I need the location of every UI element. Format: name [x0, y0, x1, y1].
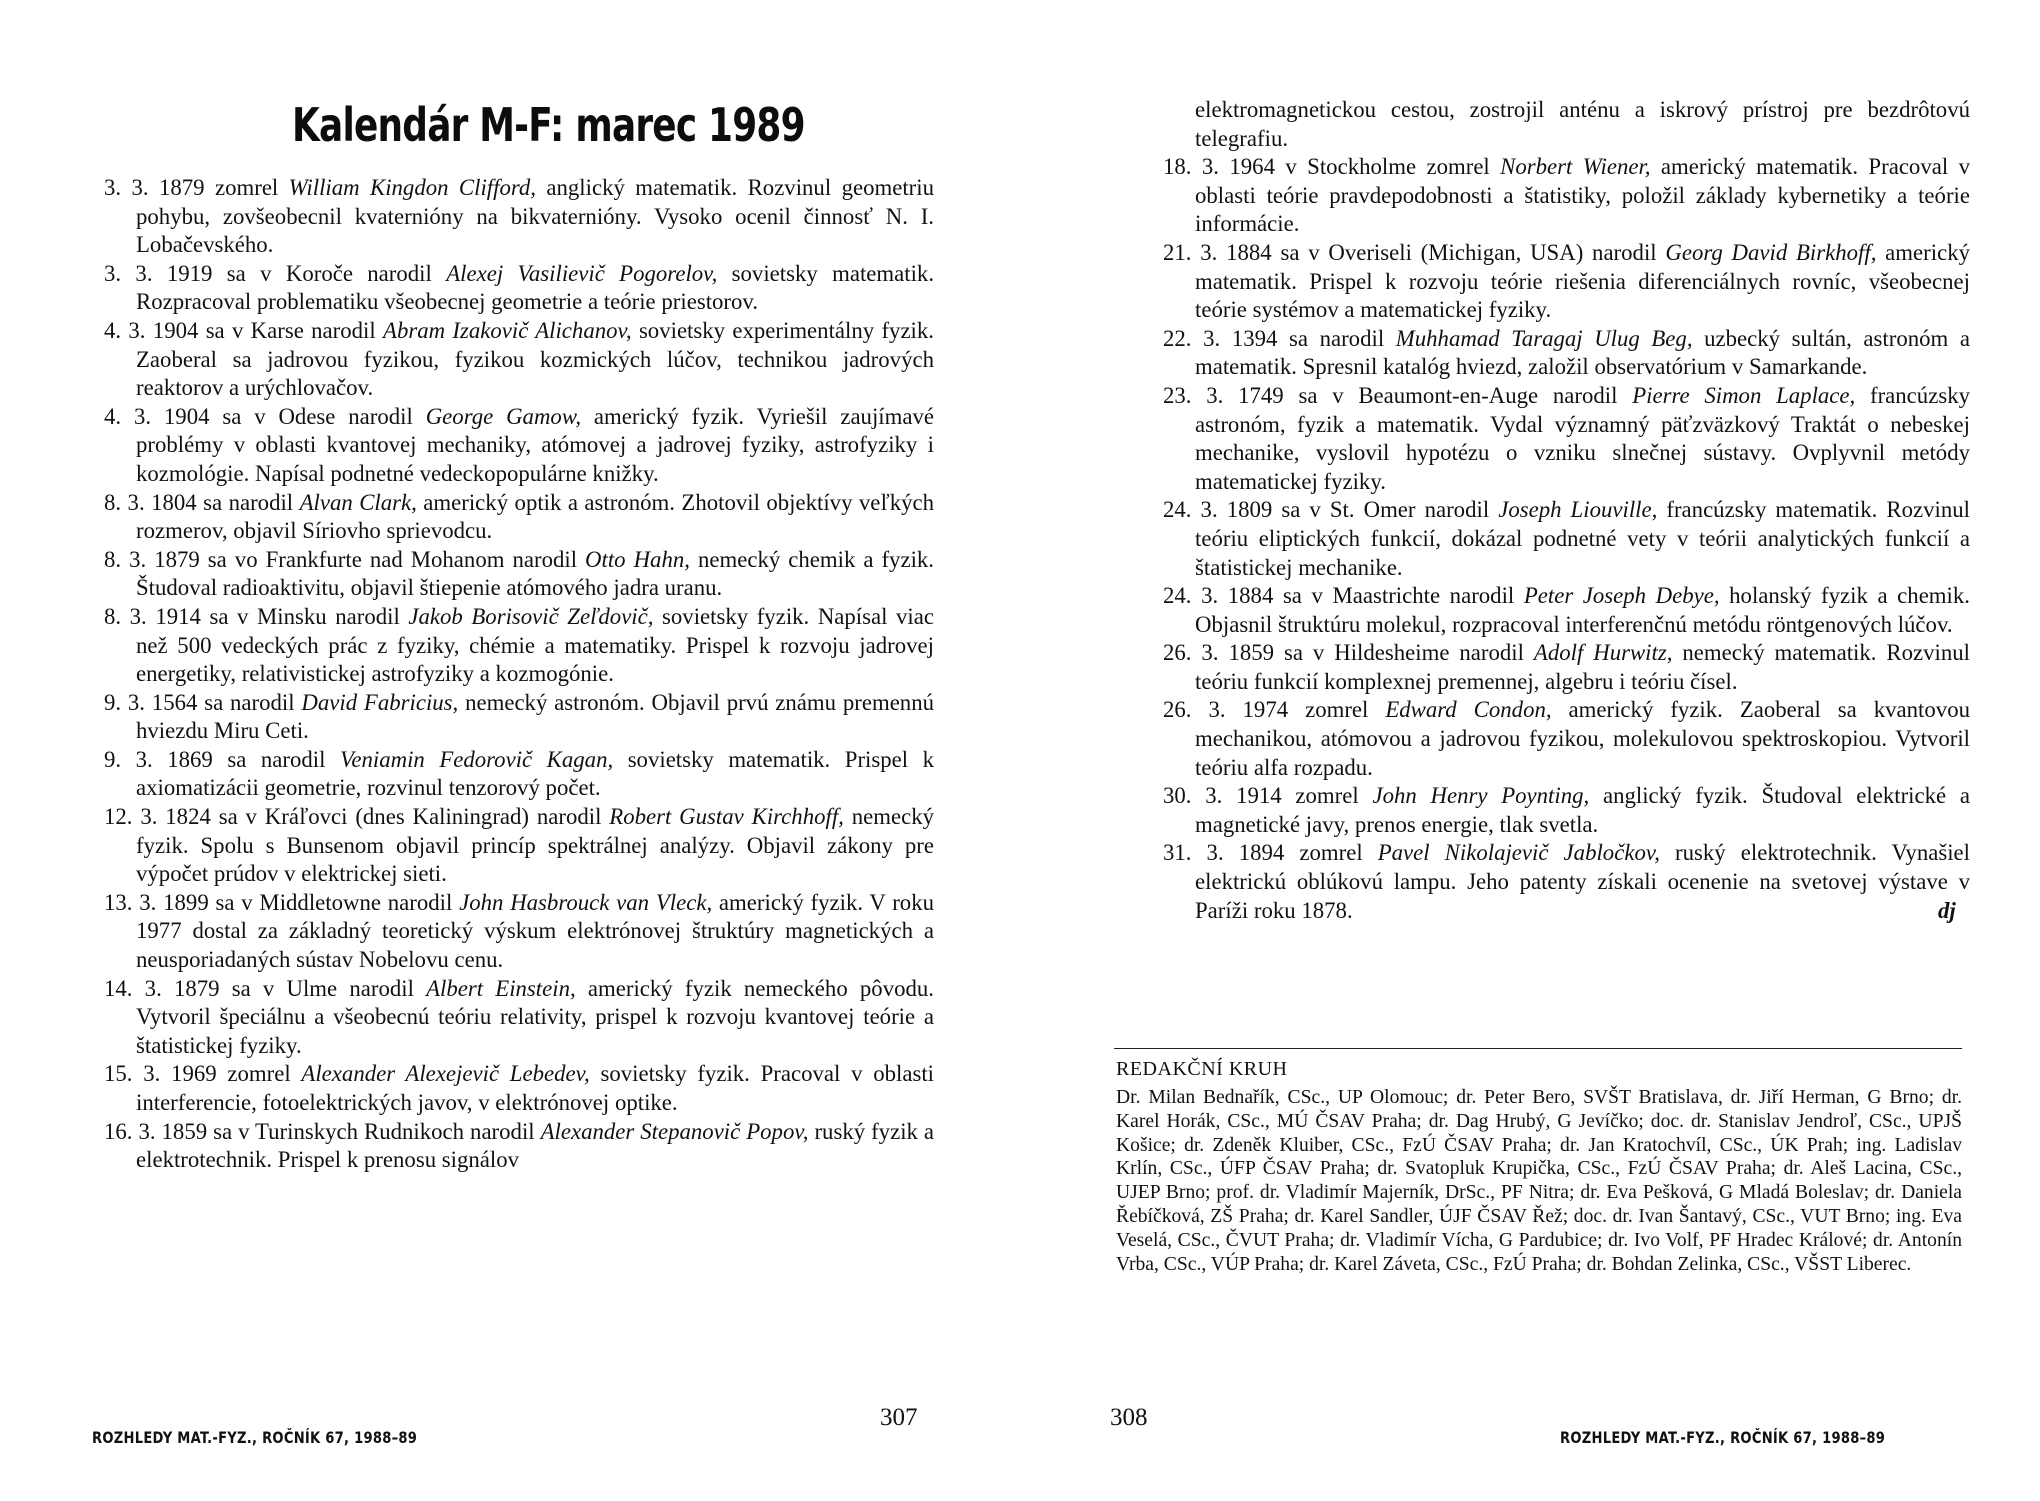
person-name: Edward Condon, [1385, 697, 1552, 723]
entry-date: 8. 3. 1914 [104, 603, 201, 629]
entry-text: francúzsky matematik. Rozvinul teóriu eliptických funkcií, dokázal podnetné vety v teórii analytických funkcií a štatistickej mechanike. [1195, 497, 1970, 580]
calendar-entry [104, 1118, 934, 1175]
calendar-entry [104, 174, 934, 260]
person-name: David Fabricius, [301, 689, 459, 715]
continuation-text: elektromagnetickou cestou, zostrojil anténu a iskrový prístroj pre bezdrôtovú telegrafiu. [1195, 97, 1970, 151]
calendar-entry: 31. 3. 1894 zomrel Pavel Nikolajevič Jabločkov, ruský elektrotechnik. Vynašiel elektrickú oblúkovú lampu. Jeho patenty získali ocenenie na svetovej výstave v Paríži roku 1878. dj [1163, 840, 1970, 923]
calendar-entry [1163, 782, 1970, 839]
entry-text: holanský fyzik a chemik. Objasnil štruktúru molekul, rozpracoval interferenčnú metódu röntgenových lúčov. [1195, 583, 1970, 637]
entry-date: 3. 3. 1879 [104, 175, 205, 200]
entry-date: 21. 3. 1884 [1163, 239, 1272, 265]
entry-text: sa v Maastrichte narodil [1273, 583, 1524, 609]
person-name: Alvan Clark, [299, 489, 417, 515]
entry-date: 15. 3. 1969 [104, 1061, 217, 1087]
entry-date: 26. 3. 1974 [1163, 697, 1289, 723]
calendar-entry [1163, 325, 1970, 382]
entry-date: 26. 3. 1859 [1163, 640, 1275, 666]
entry-date: 23. 3. 1749 [1163, 382, 1284, 408]
person-name: Joseph Liouville, [1498, 497, 1658, 523]
entry-text: sa v Kráľovci (dnes Kaliningrad) narodil [210, 804, 610, 830]
entry-date: 8. 3. 1804 [104, 489, 197, 515]
calendar-entry [104, 317, 934, 403]
person-name: Adolf Hurwitz, [1533, 640, 1673, 666]
entry-text: sa v Karse narodil [198, 317, 384, 343]
entry-text: sovietsky fyzik. Pracoval v oblasti interferencie, fotoelektrických javov, v elektrónovej optike. [136, 1061, 934, 1115]
person-name: Otto Hahn, [585, 546, 690, 572]
person-name: Pavel Nikolajevič Jabločkov, [1377, 840, 1660, 866]
person-name: Georg David Birkhoff, [1665, 239, 1877, 265]
person-name: John Henry Poynting, [1372, 783, 1590, 809]
person-name: Pierre Simon Laplace, [1632, 382, 1856, 408]
entry-text: sa v Minsku narodil [200, 603, 409, 629]
entry-date: 18. 3. 1964 [1163, 154, 1275, 180]
entry-text: americký matematik. Prispel k rozvoju teórie riešenia diferenciálnych rovníc, všeobecnej teórie systémov a matematickej fyziky. [1195, 239, 1970, 323]
entry-text: nemecký fyzik. Spolu s Bunsenom objavil princíp spektrálnej analýzy. Objavil zákony pre výpočet prúdov v elektrickej sieti. [136, 804, 934, 887]
entry-date: 22. 3. 1394 [1163, 325, 1278, 351]
entry-text: sa narodil [197, 689, 302, 715]
person-name: Jakob Borisovič Zeľdovič, [408, 603, 654, 629]
calendar-entry [1163, 239, 1970, 325]
calendar-entry [104, 1060, 934, 1117]
journal-footer: ROZHLEDY MAT.-FYZ., ROČNÍK 67, 1988–89 [92, 1428, 418, 1447]
entry-text: uzbecký sultán, astronóm a matematik. Spresnil katalóg hviezd, založil observatórium v Samarkande. [1195, 325, 1970, 380]
entry-text: sa v St. Omer narodil [1272, 497, 1499, 523]
entry-text: sa v Koroče narodil [212, 260, 447, 286]
entry-date: 9. 3. 1564 [104, 689, 198, 715]
calendar-entry [104, 260, 934, 317]
person-name: Robert Gustav Kirchhoff, [609, 804, 844, 830]
entry-text: americký matematik. Pracoval v oblasti teórie pravdepodobnosti a štatistiky, položil základy kybernetiky a teórie informácie. [1195, 154, 1970, 237]
calendar-entry [104, 603, 934, 689]
calendar-entry [104, 689, 934, 746]
entry-text: sa v Overiseli (Michigan, USA) narodil [1271, 239, 1666, 265]
calendar-entry [104, 746, 934, 803]
page-number: 308 [1110, 1404, 1148, 1431]
calendar-entry [104, 975, 934, 1061]
entry-date: 16. 3. 1859 [104, 1118, 208, 1144]
calendar-entry [1163, 496, 1970, 582]
entry-date: 13. 3. 1899 [104, 889, 209, 915]
calendar-column-right [1163, 96, 1970, 925]
entry-text: americký fyzik. Zaoberal sa kvantovou mechanikou, atómovou a jadrovou fyzikou, molekulovou spektroskopiou. Vytvoril teóriu alfa rozpadu. [1195, 697, 1970, 780]
calendar-entry [1163, 639, 1970, 696]
entry-text: ruský fyzik a elektrotechnik. Prispel k prenosu signálov [136, 1118, 935, 1173]
entry-text: sa narodil [196, 489, 300, 515]
calendar-entry [1163, 153, 1970, 239]
entry-date: 3. 3. 1919 [104, 260, 213, 286]
entry-text: sa v Ulme narodil [219, 975, 427, 1001]
divider [1114, 1048, 1962, 1049]
person-name: Alexander Stepanovič Popov, [540, 1118, 809, 1144]
entry-text: americký optik a astronóm. Zhotovil objektívy veľkých rozmerov, objavil Síriovho sprievodcu. [136, 489, 935, 544]
entry-text: nemecký astronóm. Objavil prvú známu premennú hviezdu Miru Ceti. [136, 689, 935, 744]
entry-date: 9. 3. 1869 [104, 746, 213, 772]
calendar-entry [104, 889, 934, 975]
person-name: Peter Joseph Debye, [1523, 583, 1720, 609]
entry-text: zomrel [204, 175, 289, 200]
entry-date: 12. 3. 1824 [104, 804, 211, 830]
entry-text: v Stockholme zomrel [1274, 154, 1501, 180]
entry-text: zomrel [216, 1061, 302, 1087]
entry-text: sovietsky matematik. Prispel k axiomatizácii geometrie, rozvinul tenzorový počet. [136, 746, 935, 801]
entry-text: zomrel [1281, 783, 1373, 809]
entry-text: sa v Hildesheime narodil [1274, 640, 1534, 666]
entry-text: sa v Middletowne narodil [208, 889, 460, 915]
entry-text: sovietsky experimentálny fyzik. Zaoberal sa jadrovou fyzikou, fyzikou kozmických lúčov, technikou jadrových reaktorov a urýchlovačov. [136, 317, 934, 401]
person-name: William Kingdon Clifford, [288, 175, 536, 200]
left-page [0, 0, 1010, 1501]
person-name: Alexej Vasilievič Pogorelov, [446, 260, 718, 286]
person-name: John Hasbrouck van Vleck, [459, 889, 713, 915]
person-name: Alexander Alexejevič Lebedev, [301, 1061, 590, 1087]
entry-text: zomrel [1288, 697, 1386, 723]
entry-date: 4. 3. 1904 [104, 317, 199, 343]
entry-text: sa narodil [212, 746, 340, 772]
entry-text: anglický matematik. Rozvinul geometriu pohybu, zovšeobecnil kvaternióny na bikvaternióny. Vysoko ocenil činnosť N. I. Lobačevského. [136, 175, 934, 258]
entry-text: sa v Turinskych Rudnikoch narodil [207, 1118, 541, 1144]
entry-date: 24. 3. 1884 [1163, 583, 1274, 609]
calendar-entry [1163, 696, 1970, 782]
entry-text: ruský elektrotechnik. Vynašiel elektrickú oblúkovú lampu. Jeho patenty získali ocenenie na svetovej výstave v Paríži roku 1878. [1195, 840, 1970, 923]
person-name: Abram Izakovič Alichanov, [383, 317, 632, 343]
entry-date: 4. 3. 1904 [104, 403, 210, 429]
entry-date: 14. 3. 1879 [104, 975, 220, 1001]
entry-text: nemecký matematik. Rozvinul teóriu funkcií komplexnej premennej, algebru i teóriu čísel. [1195, 640, 1970, 694]
entry-text: zomrel [1284, 840, 1378, 866]
page-title: Kalendár M-F: marec 1989 [292, 98, 805, 152]
entry-date: 31. 3. 1894 [1163, 840, 1285, 866]
entry-text: sovietsky matematik. Rozpracoval problematiku všeobecnej geometrie a teórie priestorov. [136, 260, 935, 315]
person-name: Norbert Wiener, [1500, 154, 1651, 180]
entry-text: sa narodil [1277, 325, 1396, 351]
calendar-entry [104, 489, 934, 546]
entry-date: 30. 3. 1914 [1163, 783, 1282, 809]
entry-text: americký fyzik nemeckého pôvodu. Vytvoril špeciálnu a všeobecnú teóriu relativity, prispel k rozvoju kvantovej teórie a štatistickej fyziky. [136, 975, 934, 1058]
entry-text: anglický fyzik. Študoval elektrické a magnetické javy, prenos energie, tlak svetla. [1195, 783, 1970, 837]
person-name: Veniamin Fedorovič Kagan, [339, 746, 614, 772]
entry-date: 24. 3. 1809 [1163, 497, 1273, 523]
entry-text: nemecký chemik a fyzik. Študoval radioaktivitu, objavil štiepenie atómového jadra uranu. [136, 546, 935, 601]
calendar-entry [104, 803, 934, 889]
entry-date: 8. 3. 1879 [104, 546, 200, 572]
journal-footer: ROZHLEDY MAT.-FYZ., ROČNÍK 67, 1988–89 [1560, 1428, 1886, 1447]
calendar-entry [1163, 382, 1970, 496]
editorial-board-title: REDAKČNÍ KRUH [1116, 1058, 1288, 1080]
calendar-entry [104, 546, 934, 603]
calendar-entry [1163, 582, 1970, 639]
entry-text: sa vo Frankfurte nad Mohanom narodil [199, 546, 586, 572]
entry-text: americký fyzik. Vyriešil zaujímavé problémy v oblasti kvantovej mechaniky, atómovej a jadrovej fyziky, astrofyziky i kozmológie. Napísal podnetné vedeckopopulárne knižky. [136, 403, 934, 486]
calendar-column-left [104, 174, 934, 1175]
calendar-entry [104, 403, 934, 489]
person-name: Muhhamad Taragaj Ulug Beg, [1395, 325, 1693, 351]
entry-text: sovietsky fyzik. Napísal viac než 500 vedeckých prác z fyziky, chémie a matematiky. Prispel k rozvoju jadrovej energetiky, relativistickej astrofyziky a kozmogónie. [136, 603, 934, 687]
entry-text: francúzsky astronóm, fyzik a matematik. Vydal významný päťzväzkový Traktát o nebeskej mechanike, vyslovil hypotézu o vzniku slnečnej sústavy. Ovplyvnil metódy matematickej fyziky. [1195, 382, 1970, 494]
entry-text: sa v Beaumont-en-Auge narodil [1283, 382, 1633, 408]
person-name: Albert Einstein, [426, 975, 576, 1001]
editorial-board-text: Dr. Milan Bednařík, CSc., UP Olomouc; dr. Peter Bero, SVŠT Bratislava, dr. Jiří Herman, G Brno; dr. Karel Horák, CSc., MÚ ČSAV Praha; dr. Dag Hrubý, G Jevíčko; doc. dr. Stanislav Jendroľ, CSc., UPJŠ Košice; dr. Zdeněk Kluiber, CSc., FzÚ ČSAV Praha; dr. Jan Kratochvíl, CSc., ÚK Prah; ing. Ladislav Krlín, CSc., ÚFP ČSAV Praha; dr. Svatopluk Krupička, CSc., FzÚ ČSAV Praha; dr. Aleš Lacina, CSc., UJEP Brno; prof. dr. Vladimír Majerník, DrSc., PF Nitra; dr. Eva Pešková, G Mladá Boleslav; dr. Daniela Řebíčková, ZŠ Praha; dr. Karel Sandler, ÚJF ČSAV Řež; doc. dr. Ivan Šantavý, CSc., VUT Brno; ing. Eva Veselá, CSc., ČVUT Praha; dr. Vladimír Vícha, G Pardubice; dr. Ivo Volf, PF Hradec Králové; dr. Antonín Vrba, CSc., VÚP Praha; dr. Karel Záveta, CSc., FzÚ Praha; dr. Bohdan Zelinka, CSc., VŠST Liberec. [1116, 1087, 1962, 1275]
entry-text: americký fyzik. V roku 1977 dostal za základný teoretický výskum elektrónovej štruktúry magnetických a neusporiadaných sústav Nobelovu cenu. [136, 889, 935, 973]
entry-text: sa v Odese narodil [209, 403, 426, 429]
person-name: George Gamow, [425, 403, 582, 429]
page-number: 307 [880, 1404, 918, 1431]
right-page [1010, 0, 2040, 1501]
